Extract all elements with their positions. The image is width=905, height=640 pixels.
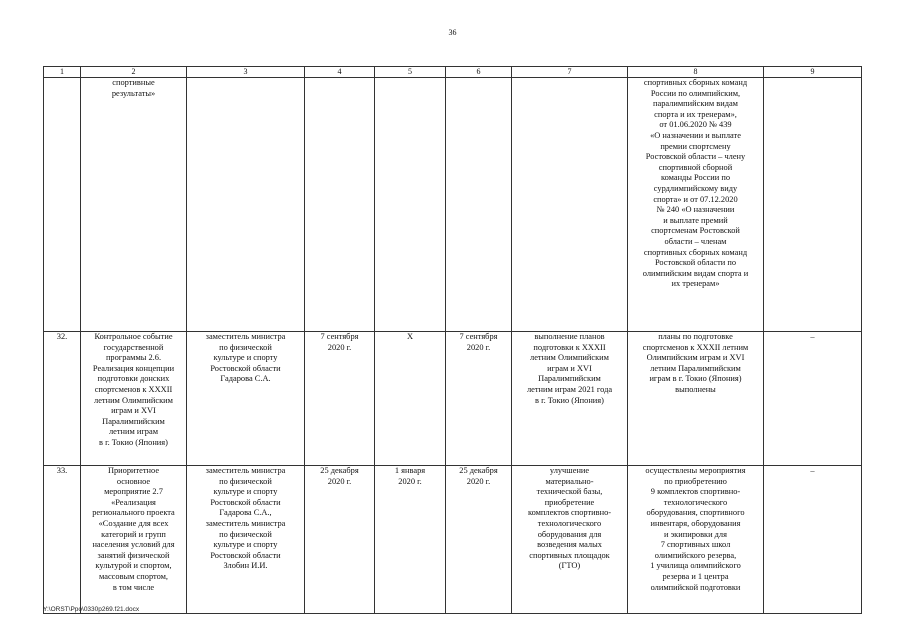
actual-start-date: 1 января 2020 г. (375, 466, 446, 614)
actual-end-date (446, 78, 512, 332)
expected-result: улучшение материально- технической базы, приобретение комплектов спортивно- технологического оборудования для возведения малых спортивных площадок (ГТО) (512, 466, 628, 614)
footer-file-path: Y:\ORST\Ppo\0330p269.f21.docx (43, 606, 140, 613)
event-name: Контрольное событие государственной программы 2.6. Реализация концепции подготовки донских спортсменов к XXXII летним Олимпийским играм и XVI Паралимпийским летним играм в г. Токио (Япония) (81, 332, 187, 466)
col-header-9: 9 (764, 67, 862, 78)
responsible-person: заместитель министра по физической культуре и спорту Ростовской области Гадарова С.А. (187, 332, 305, 466)
planned-date (305, 78, 375, 332)
event-name: Приоритетное основное мероприятие 2.7 «Реализация регионального проекта «Создание для всех категорий и групп населения условий для занятий физической культурой и спортом, массовым спортом, в том числе (81, 466, 187, 614)
actual-result: осуществлены мероприятия по приобретению 9 комплектов спортивно- технологического оборудования, спортивного инвентаря, оборудования и экипировки для 7 спортивных школ олимпийского резерва, 1 училища олимпийского резерва и 1 центра олимпийской подготовки (628, 466, 764, 614)
row-number (44, 78, 81, 332)
notes: – (764, 332, 862, 466)
responsible-person: заместитель министра по физической культуре и спорту Ростовской области Гадарова С.А., заместитель министра по физической культуре и спорту Ростовской области Злобин И.И. (187, 466, 305, 614)
col-header-6: 6 (446, 67, 512, 78)
planned-date: 7 сентября 2020 г. (305, 332, 375, 466)
actual-start-date: Х (375, 332, 446, 466)
actual-result: спортивных сборных команд России по олимпийским, паралимпийским видам спорта и их тренерам», от 01.06.2020 № 439 «О назначении и выплате премии спортсмену Ростовской области – члену спортивной сборной команды России по сурдлимпийскому виду спорта» и от 07.12.2020 № 240 «О назначении и выплате премий спортсменам Ростовской области – членам спортивных сборных команд Ростовской области по олимпийским видам спорта и их тренерам» (628, 78, 764, 332)
table-row (44, 466, 862, 614)
col-header-5: 5 (375, 67, 446, 78)
page-number: 36 (448, 28, 457, 37)
responsible-person (187, 78, 305, 332)
actual-start-date (375, 78, 446, 332)
col-header-8: 8 (628, 67, 764, 78)
event-name: спортивные результаты» (81, 78, 187, 332)
row-number: 32. (44, 332, 81, 466)
col-header-2: 2 (81, 67, 187, 78)
expected-result (512, 78, 628, 332)
report-table (43, 66, 862, 614)
table-row (44, 78, 862, 332)
col-header-4: 4 (305, 67, 375, 78)
notes (764, 78, 862, 332)
expected-result: выполнение планов подготовки к XXXII летним Олимпийским играм и XVI Паралимпийским летним играм 2021 года в г. Токио (Япония) (512, 332, 628, 466)
planned-date: 25 декабря 2020 г. (305, 466, 375, 614)
col-header-1: 1 (44, 67, 81, 78)
actual-result: планы по подготовке спортсменов к XXXII летним Олимпийским играм и XVI летним Паралимпийским играм в г. Токио (Япония) выполнены (628, 332, 764, 466)
actual-end-date: 25 декабря 2020 г. (446, 466, 512, 614)
actual-end-date: 7 сентября 2020 г. (446, 332, 512, 466)
row-number: 33. (44, 466, 81, 614)
col-header-3: 3 (187, 67, 305, 78)
col-header-7: 7 (512, 67, 628, 78)
header-row (44, 67, 862, 78)
table-row (44, 332, 862, 466)
notes: – (764, 466, 862, 614)
